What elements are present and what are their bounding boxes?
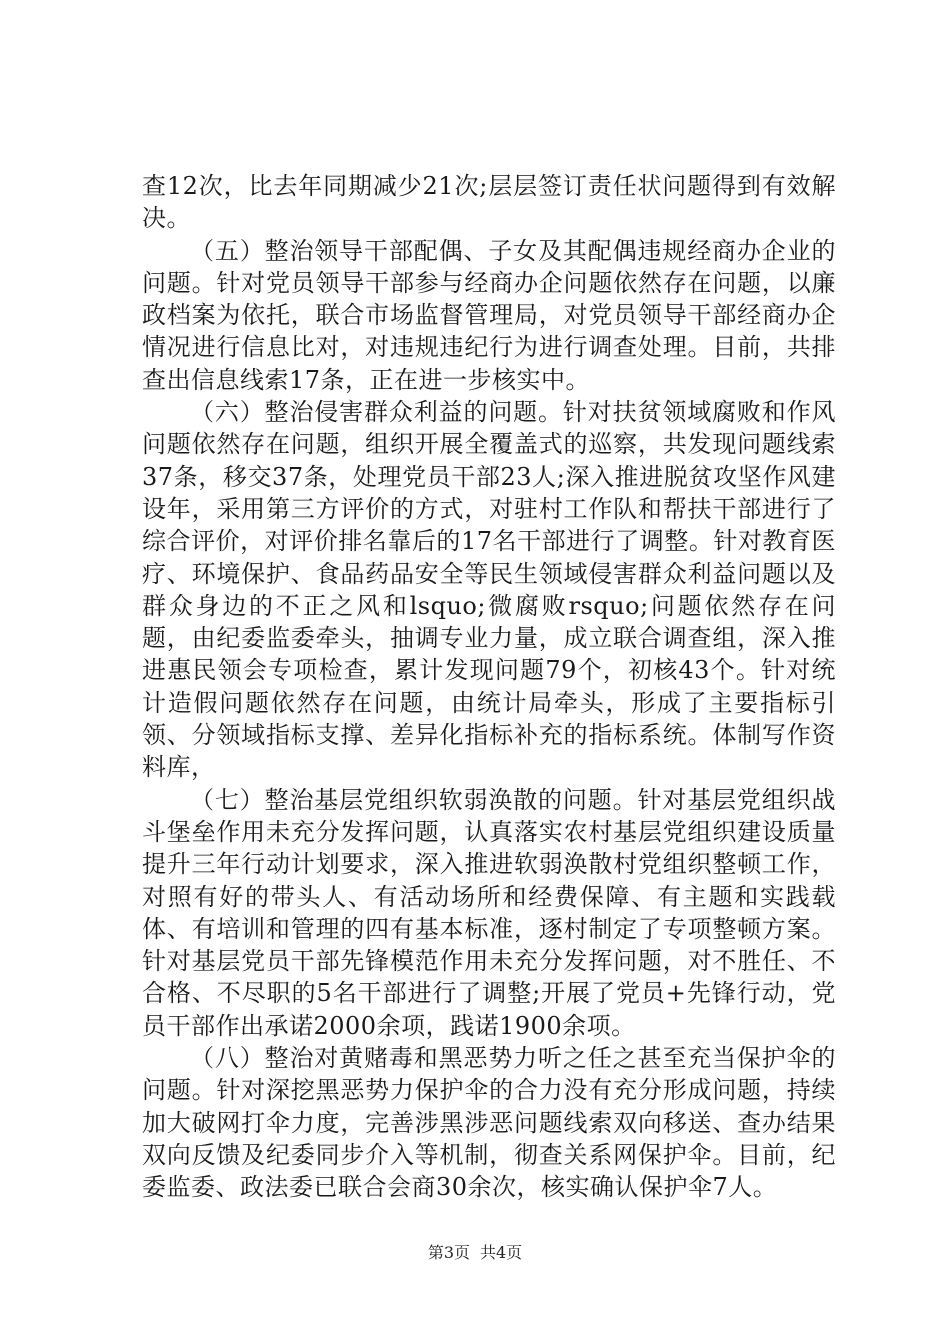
paragraph-section-8: （八）整治对黄赌毒和黑恶势力听之任之甚至充当保护伞的问题。针对深挖黑恶势力保护伞的合力没有充分形成问题，持续加大破网打伞力度，完善涉黑涉恶问题线索双向移送、查办结果双向反馈及纪委同步介入等机制，彻查关系网保护伞。目前，纪委监委、政法委已联合会商30余次，核实确认保护伞7人。: [142, 1044, 836, 1202]
page-total: 共4页: [480, 1243, 523, 1262]
page-number: 第3页: [427, 1243, 470, 1262]
paragraph-continued: 查12次，比去年同期减少21次;层层签订责任状问题得到有效解决。: [142, 172, 836, 233]
paragraph-section-5: （五）整治领导干部配偶、子女及其配偶违规经商办企业的问题。针对党员领导干部参与经商办企问题依然存在问题，以廉政档案为依托，联合市场监督管理局，对党员领导干部经商办企情况进行信息比对，对违规违纪行为进行调查处理。目前，共排查出信息线索17条，正在进一步核实中。: [142, 236, 836, 394]
document-body: [142, 170, 836, 1204]
page-footer: [0, 1243, 950, 1263]
paragraph-section-6: （六）整治侵害群众利益的问题。针对扶贫领域腐败和作风问题依然存在问题，组织开展全覆盖式的巡察，共发现问题线索37条，移交37条，处理党员干部23人;深入推进脱贫攻坚作风建设年，采用第三方评价的方式，对驻村工作队和帮扶干部进行了综合评价，对评价排名靠后的17名干部进行了调整。针对教育医疗、环境保护、食品药品安全等民生领域侵害群众利益问题以及群众身边的不正之风和lsquo;微腐败rsquo;问题依然存在问题，由纪委监委牵头，抽调专业力量，成立联合调查组，深入推进惠民领会专项检查，累计发现问题79个，初核43个。针对统计造假问题依然存在问题，由统计局牵头，形成了主要指标引领、分领域指标支撑、差异化指标补充的指标系统。体制写作资料库，: [142, 398, 836, 782]
paragraph-section-7: （七）整治基层党组织软弱涣散的问题。针对基层党组织战斗堡垒作用未充分发挥问题，认真落实农村基层党组织建设质量提升三年行动计划要求，深入推进软弱涣散村党组织整顿工作，对照有好的带头人、有活动场所和经费保障、有主题和实践载体、有培训和管理的四有基本标准，逐村制定了专项整顿方案。针对基层党员干部先锋模范作用未充分发挥问题，对不胜任、不合格、不尽职的5名干部进行了调整;开展了党员+先锋行动，党员干部作出承诺2000余项，践诺1900余项。: [142, 785, 836, 1040]
